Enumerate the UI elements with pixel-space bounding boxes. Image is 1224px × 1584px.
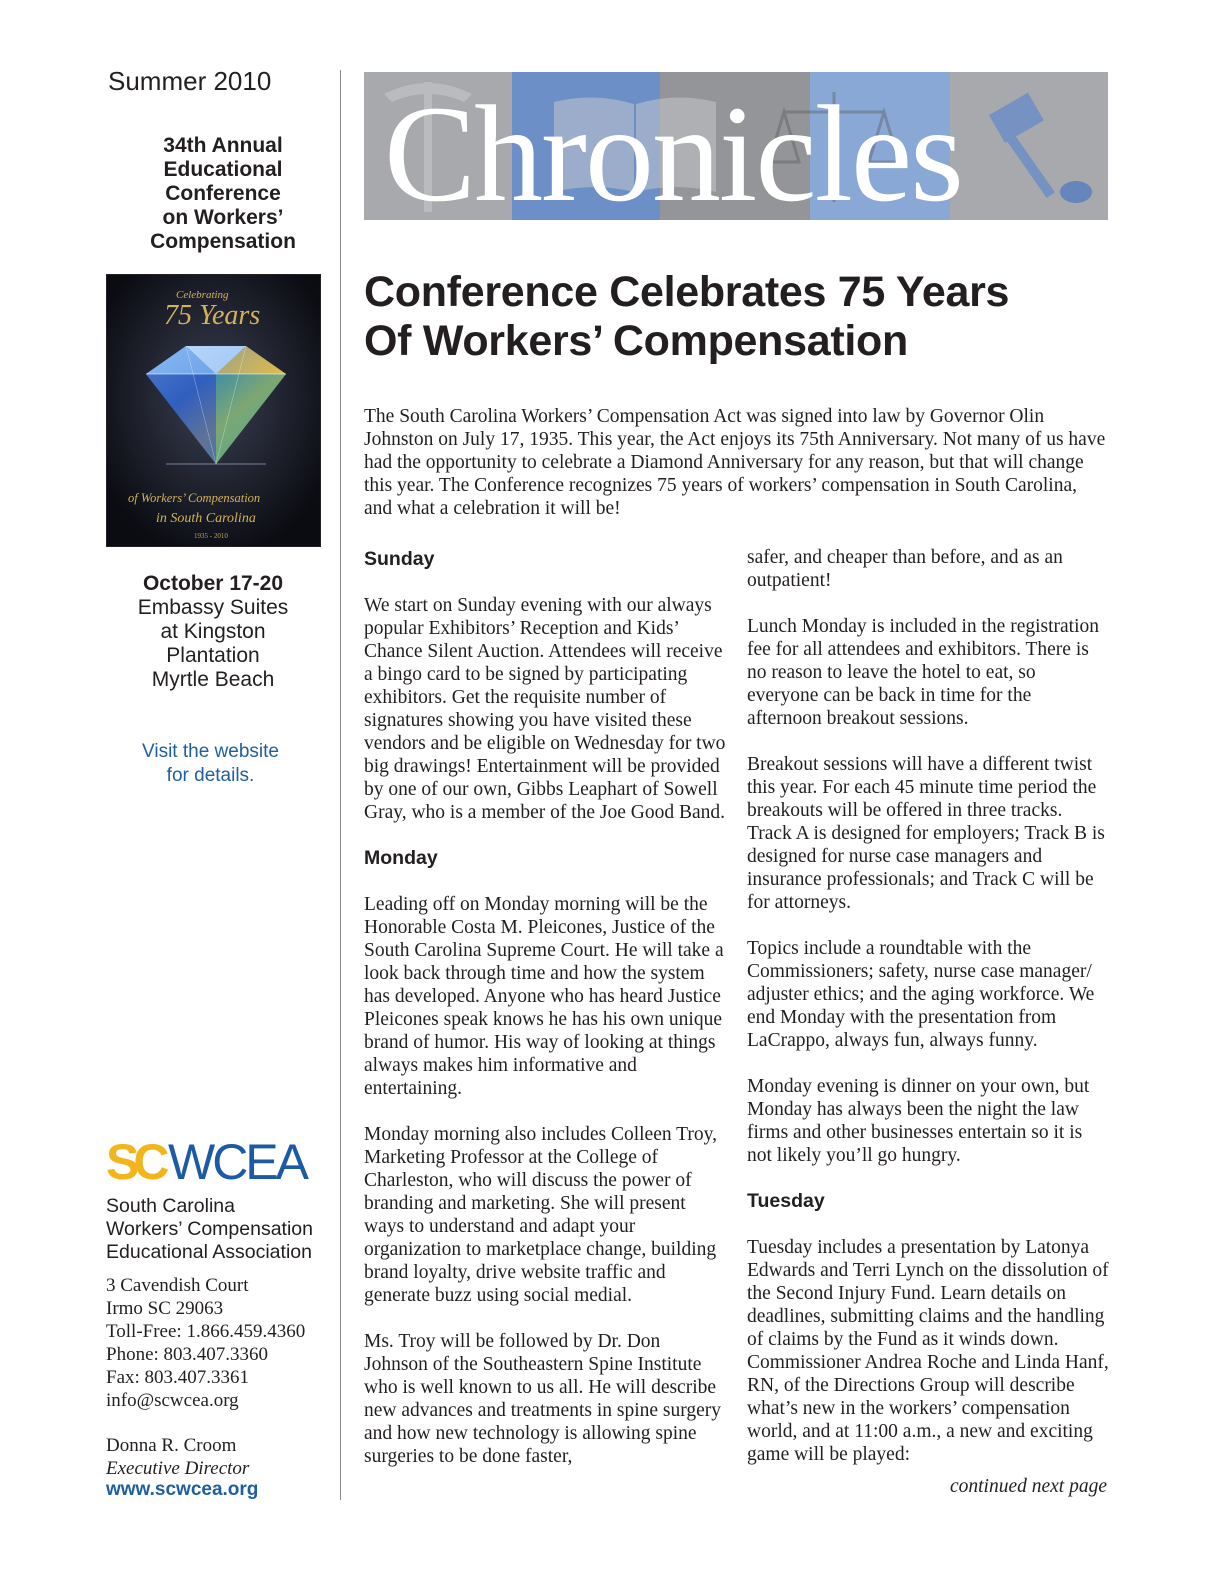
paragraph: Ms. Troy will be followed by Dr. Don Johnson of the Southeastern Spine Institute who is well known to us all. He will describe new advances and treatments in spine surgery and how new technology is allowing spine surgeries to be done faster,: [364, 1331, 722, 1467]
visit-line: for details.: [166, 765, 255, 786]
venue-line: Myrtle Beach: [151, 668, 275, 691]
fax-line: Fax: 803.407.3361: [106, 1367, 250, 1388]
venue-line: Plantation: [166, 644, 260, 667]
poster-celebrating: Celebrating: [176, 289, 229, 301]
city-line: Irmo SC 29063: [106, 1298, 224, 1319]
event-dates: October 17-20: [142, 572, 284, 595]
director-title: Executive Director: [106, 1458, 250, 1479]
venue-line: Embassy Suites: [137, 596, 289, 619]
website-link[interactable]: www.scwcea.org: [106, 1479, 259, 1500]
venue-line: at Kingston: [160, 620, 266, 643]
poster-years-range: 1935 - 2010: [194, 532, 228, 540]
conference-title-line: on Workers’: [162, 206, 284, 229]
article-headline: [364, 268, 1124, 366]
visit-website-note[interactable]: [108, 740, 313, 788]
paragraph: Lunch Monday is included in the registration fee for all attendees and exhibitors. There is no reason to leave the hotel to eat, so everyone can be back in time for the afternoon breakout sessions.: [747, 616, 1100, 729]
conference-title: [108, 134, 338, 254]
conference-title-line: Educational: [163, 158, 283, 181]
conference-title-line: Conference: [165, 182, 281, 205]
continued-next-page: continued next page: [949, 1476, 1107, 1497]
diamond-anniversary-poster: [106, 274, 321, 547]
section-heading-sunday: Sunday: [364, 548, 435, 570]
visit-line: Visit the website: [142, 741, 279, 762]
section-heading-monday: Monday: [364, 847, 438, 869]
address-line: 3 Cavendish Court: [106, 1275, 249, 1296]
paragraph: We start on Sunday evening with our always popular Exhibitors’ Reception and Kids’ Chance Silent Auction. Attendees will receive a bingo card to be signed by participating exhibitors. Get the requisite number of signatures showing you have visited these vendors and be eligible on Wednesday for two big drawings! Entertainment will be provided by one of our own, Gibbs Leaphart of Sowell Gray, who is a member of the Joe Good Band.: [364, 595, 726, 823]
organization-name: [106, 1195, 336, 1264]
org-name-line: Workers’ Compensation: [106, 1218, 313, 1240]
conference-title-line: 34th Annual: [163, 134, 283, 157]
toll-free-line: Toll-Free: 1.866.459.4360: [106, 1321, 306, 1342]
paragraph: Monday morning also includes Colleen Troy, Marketing Professor at the College of Charleston, who will discuss the power of branding and marketing. She will present ways to understand and adapt your organization to marketplace change, building brand loyalty, drive website traffic and generate buzz using social medial.: [364, 1124, 717, 1306]
director-info: [106, 1434, 336, 1480]
phone-line: Phone: 803.407.3360: [106, 1344, 269, 1365]
paragraph: Leading off on Monday morning will be the Honorable Costa M. Pleicones, Justice of the South Carolina Supreme Court. He will take a look back through time and how the system has developed. Anyone who has heard Justice Pleicones speak knows he has his own unique brand of humor. His way of looking at things always makes him informative and entertaining.: [364, 894, 724, 1099]
column-divider: [340, 70, 341, 1500]
chronicles-masthead: [364, 72, 1108, 220]
article-intro: The South Carolina Workers’ Compensation Act was signed into law by Governor Olin Johnston on July 17, 1935. This year, the Act enjoys its 75th Anniversary. Not many of us have had the opportunity to celebrate a Diamond Anniversary for any reason, but that will change this year. The Conference recognizes 75 years of workers’ compensation in South Carolina, and what a celebration it will be!: [364, 406, 1106, 519]
logo-wcea: WCEA: [168, 1136, 306, 1186]
paragraph: Tuesday includes a presentation by Latonya Edwards and Terri Lynch on the dissolution of the Second Injury Fund. Learn details on deadlines, submitting claims and the handling of claims by the Fund as it winds down. Commissioner Andrea Roche and Linda Hanf, RN, of the Directions Group will describe what’s new in the workers’ compensation world, and at 11:00 a.m., a new and exciting game will be played:: [747, 1237, 1109, 1465]
poster-line2: in South Carolina: [156, 511, 256, 526]
scwcea-logo: [106, 1136, 326, 1186]
poster-line1: of Workers’ Compensation: [128, 491, 261, 505]
poster-years: 75 Years: [164, 300, 261, 331]
article-column-right: [747, 546, 1109, 1489]
event-details: [108, 572, 318, 692]
paragraph: Breakout sessions will have a different twist this year. For each 45 minute time period the breakouts will be offered in three tracks. Track A is designed for employers; Track B is designed for nurse case managers and insurance professionals; and Track C will be for attorneys.: [747, 754, 1105, 913]
headline-line: Conference Celebrates 75 Years: [364, 268, 1010, 316]
conference-title-line: Compensation: [150, 230, 296, 253]
paragraph: safer, and cheaper than before, and as an outpatient!: [747, 547, 1063, 591]
contact-info: [106, 1274, 336, 1412]
paragraph: Topics include a roundtable with the Commissioners; safety, nurse case manager/ adjuster ethics; and the aging workforce. We end Monday with the presentation from LaCrappo, always fun, always funny.: [747, 938, 1095, 1051]
logo-sc: SC: [106, 1136, 164, 1186]
issue-season: Summer 2010: [108, 66, 272, 96]
org-name-line: Educational Association: [106, 1241, 312, 1263]
org-name-line: South Carolina: [106, 1195, 235, 1217]
section-heading-tuesday: Tuesday: [747, 1190, 825, 1212]
masthead-title: Chronicles: [384, 77, 962, 220]
email-link[interactable]: info@scwcea.org: [106, 1390, 239, 1411]
article-column-left: [364, 548, 726, 1491]
paragraph: Monday evening is dinner on your own, but Monday has always been the night the law firms and other businesses entertain so it is not likely you’ll go hungry.: [747, 1076, 1090, 1166]
headline-line: Of Workers’ Compensation: [364, 317, 908, 365]
director-name: Donna R. Croom: [106, 1435, 237, 1456]
